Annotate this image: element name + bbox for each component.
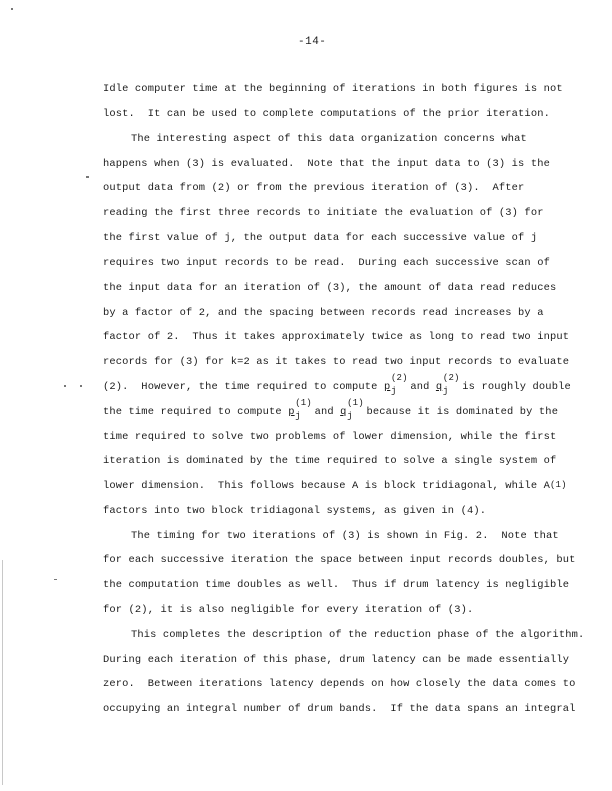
scan-speck [86, 176, 89, 178]
superscript: (1) [295, 398, 312, 408]
text-run: because it is dominated by the [366, 406, 559, 418]
page-edge [2, 560, 3, 785]
scan-speck [80, 385, 82, 387]
subscript: j [442, 386, 449, 396]
vector-p-symbol [383, 373, 408, 396]
text-line: During each iteration of this phase, drum latency can be made essentially [103, 654, 570, 666]
page-number: -14- [298, 36, 327, 48]
text-line: the first value of j, the output data for each successive value of j [103, 232, 538, 244]
text-run: is roughly double [462, 381, 571, 393]
superscript: (2) [442, 373, 460, 383]
text-line-with-math [103, 480, 567, 492]
text-run: the time required to compute [103, 406, 282, 418]
text-line: lost. It can be used to complete computations of the prior iteration. [103, 108, 550, 120]
subscript: j [390, 386, 397, 396]
text-run: (2). However, the time required to compute [103, 381, 378, 393]
text-line: zero. Between iterations latency depends on how closely the data comes to [103, 678, 576, 690]
symbol-letter: p [383, 381, 391, 393]
text-line-with-math [103, 373, 571, 396]
text-run: and [314, 406, 334, 418]
symbol-letter: q [435, 381, 443, 393]
vector-p-symbol [288, 398, 312, 421]
symbol-letter: p [288, 406, 295, 418]
superscript: (1) [347, 398, 364, 408]
text-line: The interesting aspect of this data organization concerns what [131, 133, 527, 145]
vector-q-symbol [340, 398, 364, 421]
scan-speck [11, 8, 13, 10]
text-line: occupying an integral number of drum bands. If the data spans an integral [103, 703, 576, 715]
superscript: (1) [549, 480, 567, 490]
text-line: output data from (2) or from the previous iteration of (3). After [103, 182, 525, 194]
text-line: reading the first three records to initiate the evaluation of (3) for [103, 207, 544, 219]
text-line: by a factor of 2, and the spacing between records read increases by a [103, 307, 544, 319]
text-line: factor of 2. Thus it takes approximately twice as long to read two input [103, 331, 570, 343]
subscript: j [347, 411, 353, 421]
text-line: for (2), it is also negligible for every iteration of (3). [103, 604, 474, 616]
text-line: for each successive iteration the space between input records doubles, but [103, 554, 576, 566]
superscript: (2) [390, 373, 408, 383]
text-line: happens when (3) is evaluated. Note that the input data to (3) is the [103, 158, 550, 170]
text-run: and [410, 381, 430, 393]
text-line: This completes the description of the reduction phase of the algorithm. [131, 629, 585, 641]
text-line: requires two input records to be read. During each successive scan of [103, 257, 550, 269]
text-line: Idle computer time at the beginning of iterations in both figures is not [103, 83, 563, 95]
text-line: factors into two block tridiagonal systems, as given in (4). [103, 505, 487, 517]
scan-speck [64, 385, 66, 387]
text-line: records for (3) for k=2 as it takes to read two input records to evaluate [103, 356, 570, 368]
text-line: the input data for an iteration of (3), the amount of data read reduces [103, 282, 557, 294]
text-line: the computation time doubles as well. Thus if drum latency is negligible [103, 579, 570, 591]
text-line-with-math [103, 398, 559, 421]
text-line: iteration is dominated by the time required to solve a single system of [103, 455, 557, 467]
text-run: lower dimension. This follows because A is block tridiagonal, while A [103, 480, 550, 492]
text-line: time required to solve two problems of lower dimension, while the first [103, 431, 557, 443]
text-line: The timing for two iterations of (3) is shown in Fig. 2. Note that [131, 530, 559, 542]
scan-speck [54, 579, 57, 580]
vector-q-symbol [435, 373, 460, 396]
symbol-letter: q [340, 406, 347, 418]
subscript: j [295, 411, 301, 421]
